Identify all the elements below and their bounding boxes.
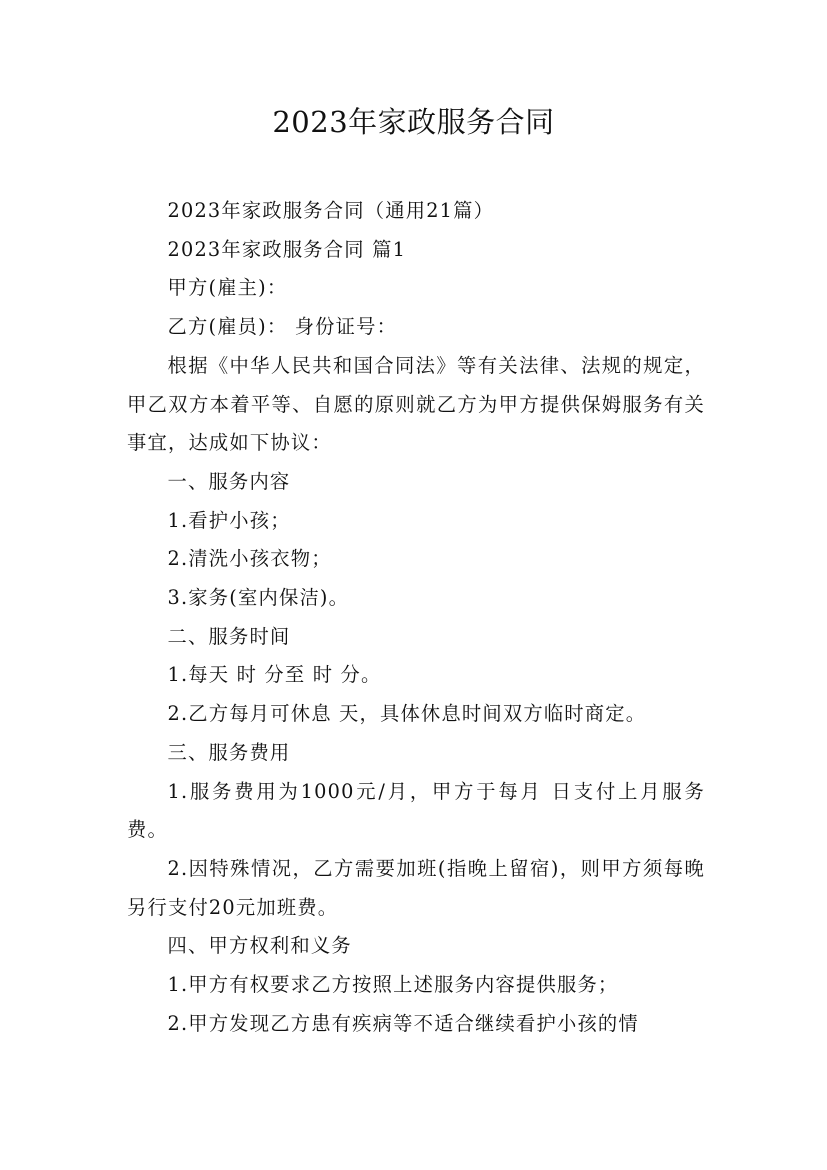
paragraph: 乙方(雇员)： 身份证号：	[167, 315, 398, 339]
document-body	[127, 192, 705, 1043]
section-heading: 三、服务费用	[167, 740, 291, 764]
list-item: 1.服务费用为1000元/月，甲方于每月 日支付上月服务费。	[127, 779, 705, 842]
paragraph: 2023年家政服务合同（通用21篇）	[167, 199, 495, 222]
paragraph: 2023年家政服务合同 篇1	[167, 237, 407, 261]
list-item: 2.因特殊情况，乙方需要加班(指晚上留宿)，则甲方须每晚另行支付20元加班费。	[127, 856, 705, 919]
paragraph: 甲方(雇主)：	[167, 276, 288, 300]
section-heading: 一、服务内容	[167, 469, 291, 493]
list-item: 1.看护小孩；	[167, 508, 291, 532]
list-item: 2.乙方每月可休息 天，具体休息时间双方临时商定。	[167, 702, 647, 726]
section-heading: 四、甲方权利和义务	[167, 934, 352, 958]
list-item: 2.甲方发现乙方患有疾病等不适合继续看护小孩的情	[167, 1011, 639, 1035]
list-item: 1.每天 时 分至 时 分。	[167, 663, 382, 687]
paragraph: 根据《中华人民共和国合同法》等有关法律、法规的规定，甲乙双方本着平等、自愿的原则就乙方为甲方提供保姆服务有关事宜，达成如下协议：	[127, 353, 705, 455]
list-item: 2.清洗小孩衣物；	[167, 547, 332, 571]
document-title: 2023年家政服务合同	[272, 105, 555, 139]
section-heading: 二、服务时间	[167, 624, 291, 648]
list-item: 3.家务(室内保洁)。	[167, 586, 350, 610]
list-item: 1.甲方有权要求乙方按照上述服务内容提供服务；	[167, 973, 619, 997]
